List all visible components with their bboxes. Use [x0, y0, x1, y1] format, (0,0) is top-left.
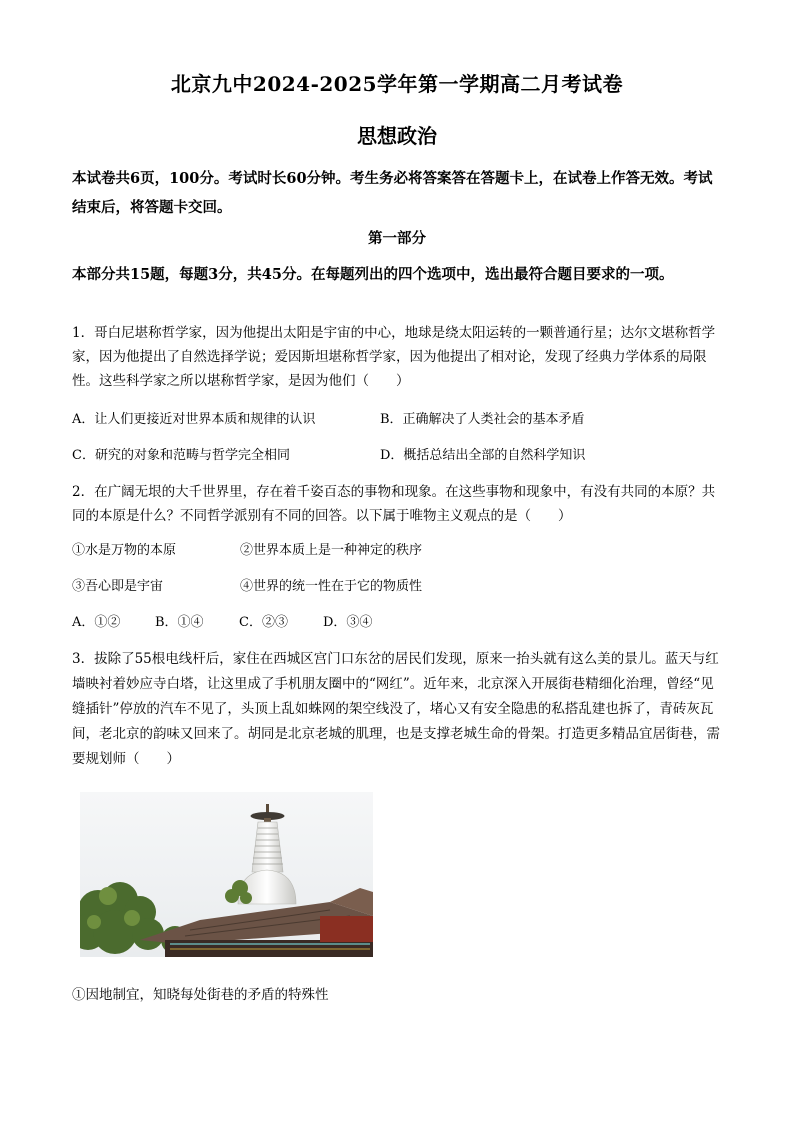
question-2-option-d: D．③④ — [323, 615, 373, 630]
exam-title: 北京九中2024-2025学年第一学期高二月考试卷 — [170, 72, 624, 96]
subject-title: 思想政治 — [357, 124, 437, 148]
question-2-option-c: C．②③ — [239, 615, 288, 630]
question-2-option-a: A．①② — [72, 615, 121, 630]
question-3-statement-1: ①因地制宜，知晓每处街巷的矛盾的特殊性 — [72, 987, 329, 1003]
question-1-option-b: B．正确解决了人类社会的基本矛盾 — [380, 412, 585, 427]
question-2-statement-2: ②世界本质上是一种神定的秩序 — [240, 543, 423, 558]
question-3-stem: 3．拔除了55根电线杆后，家住在西城区宫门口东岔的居民们发现，原来一抬头就有这么美的景儿。蓝天与红墙映衬着妙应寺白塔，让这里成了手机朋友圈中的“网红”。近年来，北京深入开展街巷精细化治理，曾经“见缝插针”停放的汽车不见了，头顶上乱如蛛网的架空线没了，堵心又有安全隐患的私搭乱建也拆了，青砖灰瓦间，老北京的韵味又回来了。胡同是北京老城的肌理，也是支撑老城生命的骨架。打造更多精品宜居街巷，需要规划师（ ） — [72, 651, 720, 767]
white-pagoda-photo — [80, 792, 373, 957]
question-2-statement-3: ③吾心即是宇宙 — [72, 579, 164, 594]
part-one-title: 第一部分 — [368, 230, 426, 247]
question-1-stem: 1．哥白尼堪称哲学家，因为他提出太阳是宇宙的中心，地球是绕太阳运转的一颗普通行星；达尔文堪称哲学家，因为他提出了自然选择学说；爱因斯坦堪称哲学家，因为他提出了相对论，发现了经典力学体系的局限性。这些科学家之所以堪称哲学家，是因为他们（ ） — [72, 325, 716, 389]
exam-instructions: 本试卷共6页，100分。考试时长60分钟。考生务必将答案答在答题卡上，在试卷上作答无效。考试结束后，将答题卡交回。 — [72, 170, 713, 216]
question-1-option-c: C．研究的对象和范畴与哲学完全相同 — [72, 448, 290, 463]
question-2-option-b: B．①④ — [155, 615, 204, 630]
question-1-option-d: D．概括总结出全部的自然科学知识 — [380, 448, 586, 463]
question-1-option-a: A．让人们更接近对世界本质和规律的认识 — [72, 412, 316, 427]
part-one-description: 本部分共15题，每题3分，共45分。在每题列出的四个选项中，选出最符合题目要求的一项。 — [72, 266, 674, 283]
question-2-statement-1: ①水是万物的本原 — [72, 543, 177, 558]
question-2-statement-4: ④世界的统一性在于它的物质性 — [240, 579, 423, 594]
question-2-stem: 2．在广阔无垠的大千世界里，存在着千姿百态的事物和现象。在这些事物和现象中，有没有共同的本原？共同的本原是什么？不同哲学派别有不同的回答。以下属于唯物主义观点的是（ ） — [72, 484, 716, 524]
